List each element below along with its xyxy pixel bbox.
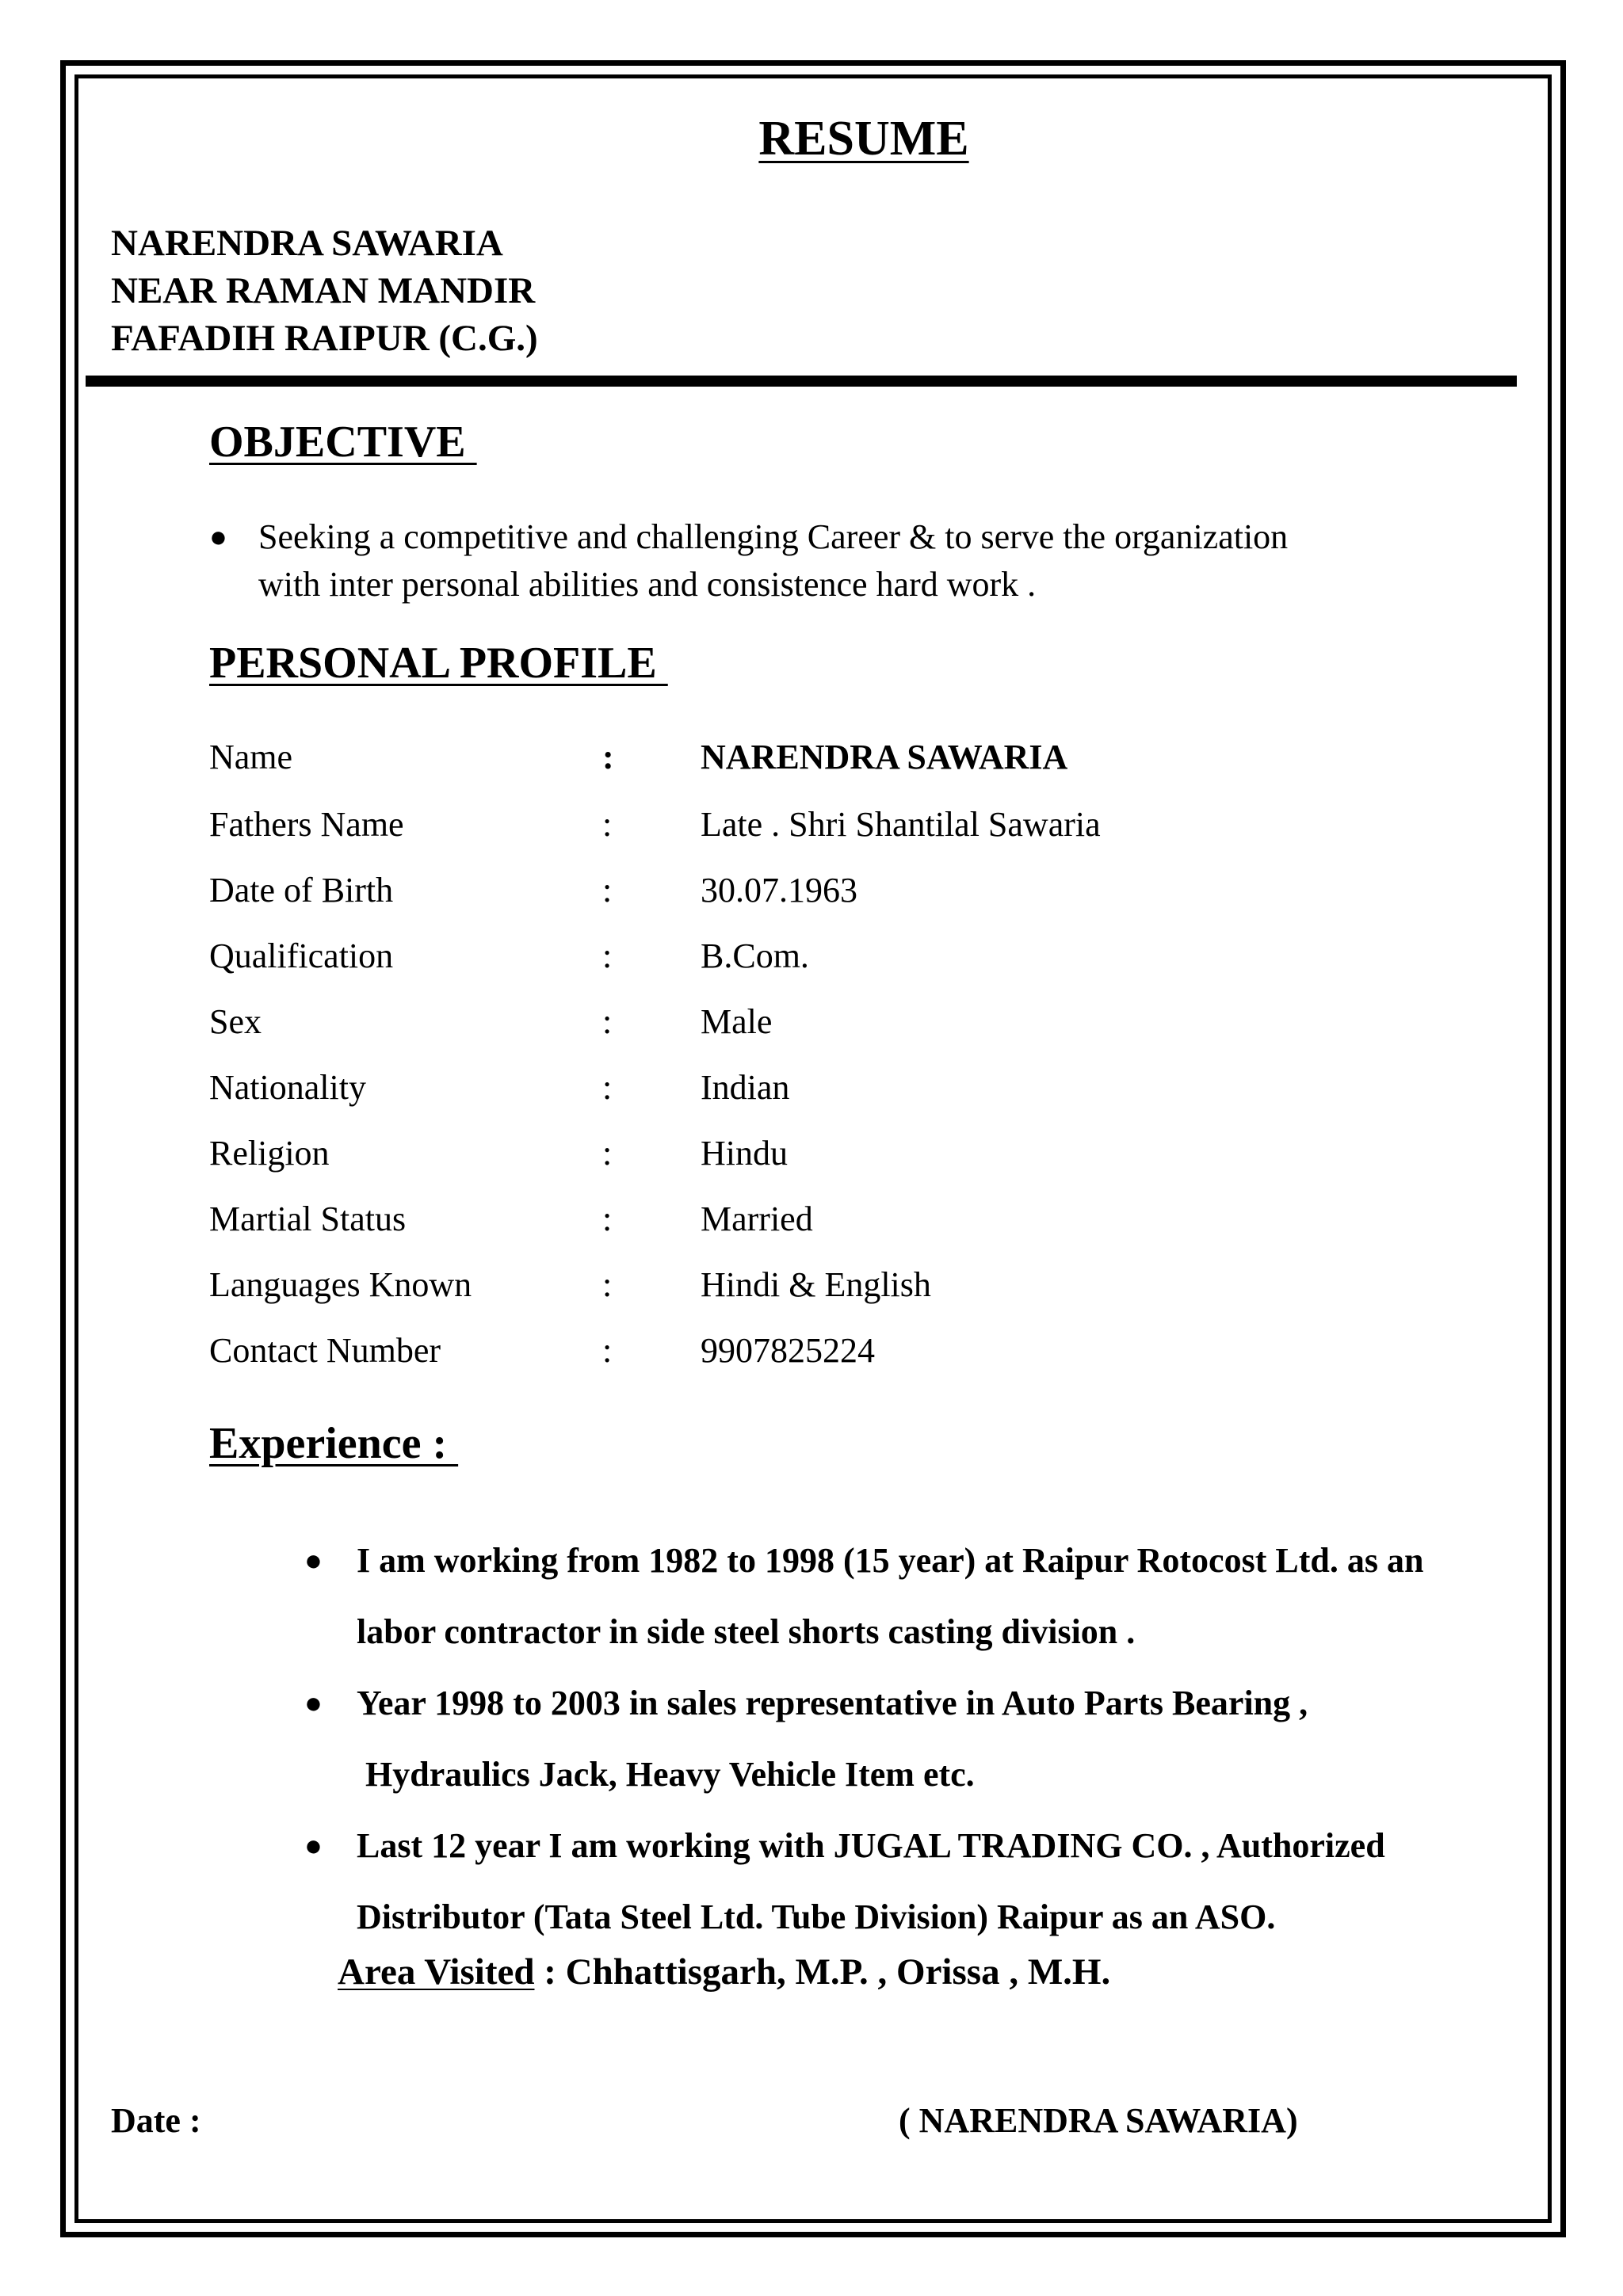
date-label: Date : — [111, 2101, 201, 2140]
profile-row-marital-status — [209, 1199, 1477, 1246]
list-item — [304, 1810, 1541, 1953]
profile-row-name — [209, 737, 1477, 784]
resume-title-text: RESUME — [758, 112, 969, 166]
profile-value: B.Com. — [701, 936, 809, 975]
address-street: NEAR RAMAN MANDIR — [111, 270, 536, 311]
profile-label: Fathers Name — [209, 805, 404, 844]
list-item — [304, 1525, 1541, 1668]
profile-separator: : — [602, 871, 613, 910]
profile-separator: : — [602, 1199, 613, 1238]
area-visited-value: : Chhattisgarh, M.P. , Orissa , M.H. — [534, 1951, 1111, 1993]
experience-line-2: Distributor (Tata Steel Ltd. Tube Division) Raipur as an ASO. — [357, 1897, 1276, 1936]
profile-label: Contact Number — [209, 1331, 441, 1370]
profile-value: NARENDRA SAWARIA — [701, 738, 1068, 776]
objective-line-1: Seeking a competitive and challenging Career & to serve the organization — [258, 517, 1289, 556]
profile-value: Male — [701, 1002, 773, 1041]
profile-value: Hindi & English — [701, 1265, 931, 1304]
profile-label: Date of Birth — [209, 871, 394, 910]
profile-value: Hindu — [701, 1134, 788, 1173]
list-item — [304, 1668, 1541, 1810]
profile-label: Nationality — [209, 1068, 366, 1107]
profile-value: Indian — [701, 1068, 790, 1107]
experience-heading: Experience : — [209, 1419, 459, 1468]
address-city: FAFADIH RAIPUR (C.G.) — [111, 318, 538, 359]
profile-row-religion — [209, 1133, 1477, 1180]
bullet-icon: ● — [209, 521, 227, 554]
experience-line-2: Hydraulics Jack, Heavy Vehicle Item etc. — [357, 1755, 975, 1794]
profile-value: Late . Shri Shantilal Sawaria — [701, 805, 1101, 844]
profile-value: Married — [701, 1199, 813, 1238]
experience-text — [357, 1810, 1385, 1953]
experience-line-1: Last 12 year I am working with JUGAL TRADING CO. , Authorized — [357, 1826, 1385, 1865]
objective-text — [258, 513, 1288, 608]
objective-line-2: with inter personal abilities and consistence hard work . — [258, 565, 1037, 604]
profile-separator: : — [602, 1331, 613, 1370]
experience-line-1: I am working from 1982 to 1998 (15 year) at Raipur Rotocost Ltd. as an — [357, 1541, 1424, 1580]
profile-separator: : — [602, 936, 613, 975]
experience-list — [304, 1525, 1541, 1953]
profile-label: Qualification — [209, 936, 394, 975]
objective-heading: OBJECTIVE — [209, 418, 477, 467]
profile-label: Languages Known — [209, 1265, 472, 1304]
profile-row-nationality — [209, 1067, 1477, 1115]
experience-line-2: labor contractor in side steel shorts casting division . — [357, 1612, 1136, 1651]
profile-separator: : — [602, 738, 614, 776]
profile-label: Name — [209, 738, 293, 776]
bullet-icon: ● — [304, 1687, 323, 1720]
profile-row-contact-number — [209, 1330, 1477, 1378]
header-divider — [86, 376, 1517, 387]
profile-row-sex — [209, 1001, 1477, 1049]
objective-list — [209, 513, 1445, 608]
address-name: NARENDRA SAWARIA — [111, 223, 503, 264]
bullet-icon: ● — [304, 1544, 323, 1577]
profile-row-fathers-name — [209, 804, 1477, 852]
profile-row-date-of-birth — [209, 870, 1477, 917]
profile-separator: : — [602, 1068, 613, 1107]
profile-separator: : — [602, 1265, 613, 1304]
experience-text — [357, 1525, 1423, 1668]
experience-text — [357, 1668, 1308, 1810]
profile-row-qualification — [209, 936, 1477, 983]
area-visited-label: Area Visited — [338, 1951, 535, 1993]
bullet-icon: ● — [304, 1829, 323, 1863]
profile-label: Martial Status — [209, 1199, 407, 1238]
profile-value: 9907825224 — [701, 1331, 875, 1370]
resume-title — [0, 111, 1623, 167]
profile-separator: : — [602, 805, 613, 844]
profile-label: Religion — [209, 1134, 330, 1173]
profile-row-languages — [209, 1264, 1477, 1312]
profile-value: 30.07.1963 — [701, 871, 857, 910]
profile-separator: : — [602, 1002, 613, 1041]
signature-name: ( NARENDRA SAWARIA) — [899, 2101, 1298, 2140]
profile-label: Sex — [209, 1002, 262, 1041]
personal-profile-heading: PERSONAL PROFILE — [209, 639, 668, 688]
profile-separator: : — [602, 1134, 613, 1173]
list-item — [209, 513, 1445, 608]
area-visited — [338, 1951, 1110, 1993]
experience-line-1: Year 1998 to 2003 in sales representative in Auto Parts Bearing , — [357, 1684, 1308, 1722]
